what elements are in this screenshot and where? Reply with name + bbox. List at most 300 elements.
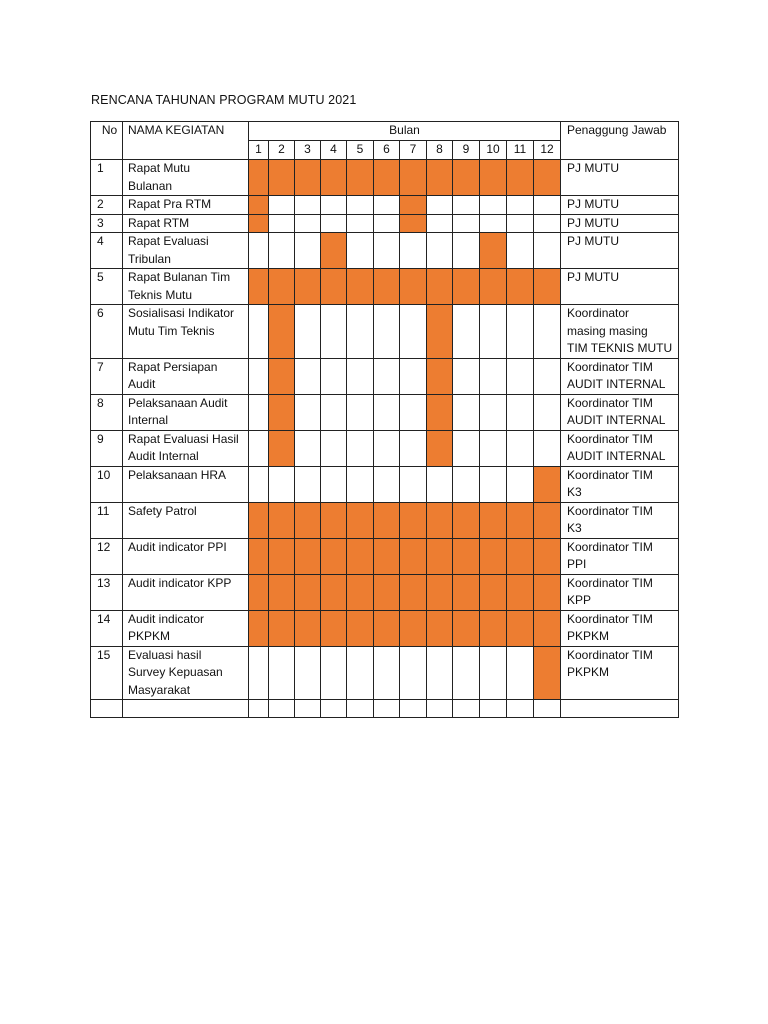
responsible-cell	[561, 214, 679, 233]
schedule-table	[90, 121, 679, 718]
month-cell	[347, 233, 374, 269]
responsible-line: Koordinator TIM	[567, 431, 653, 446]
scheduled-month-cell	[347, 538, 374, 574]
month-cell	[249, 430, 269, 466]
scheduled-month-cell	[480, 160, 507, 196]
responsible-cell	[561, 358, 679, 394]
responsible-line: Koordinator TIM	[567, 647, 653, 662]
month-cell	[249, 358, 269, 394]
month-cell	[427, 646, 453, 700]
header-bulan: Bulan	[249, 122, 561, 141]
month-cell	[400, 430, 427, 466]
month-cell	[269, 233, 295, 269]
activity-name-line: Evaluasi hasil	[128, 647, 202, 662]
table-row	[91, 160, 679, 196]
scheduled-month-cell	[295, 269, 321, 305]
responsible-line: masing masing	[567, 323, 648, 338]
scheduled-month-cell	[269, 394, 295, 430]
responsible-line: PJ MUTU	[567, 234, 619, 248]
scheduled-month-cell	[534, 610, 561, 646]
scheduled-month-cell	[453, 574, 480, 610]
activity-name-line: Audit indicator PPI	[128, 539, 227, 554]
header-nama-kegiatan: NAMA KEGIATAN	[123, 122, 249, 160]
scheduled-month-cell	[400, 160, 427, 196]
scheduled-month-cell	[269, 430, 295, 466]
month-cell	[269, 196, 295, 215]
scheduled-month-cell	[507, 610, 534, 646]
responsible-line: Koordinator TIM	[567, 359, 653, 374]
month-cell	[374, 430, 400, 466]
month-header-2: 2	[269, 141, 295, 160]
month-cell	[295, 233, 321, 269]
month-cell	[347, 305, 374, 359]
responsible-cell	[561, 610, 679, 646]
scheduled-month-cell	[269, 574, 295, 610]
table-row	[91, 574, 679, 610]
month-cell	[295, 358, 321, 394]
responsible-line: Koordinator	[567, 306, 630, 320]
month-cell	[453, 358, 480, 394]
month-cell	[321, 466, 347, 502]
scheduled-month-cell	[249, 214, 269, 233]
header-penanggung-jawab: Penaggung Jawab	[561, 122, 679, 160]
row-number: 14	[91, 610, 123, 646]
scheduled-month-cell	[507, 538, 534, 574]
scheduled-month-cell	[534, 502, 561, 538]
activity-name-line: Survey Kepuasan	[128, 665, 223, 679]
scheduled-month-cell	[321, 538, 347, 574]
scheduled-month-cell	[453, 538, 480, 574]
month-cell	[321, 394, 347, 430]
month-cell	[534, 196, 561, 215]
scheduled-month-cell	[427, 574, 453, 610]
table-row	[91, 269, 679, 305]
month-cell	[453, 430, 480, 466]
activity-name-cell	[123, 466, 249, 502]
scheduled-month-cell	[374, 502, 400, 538]
activity-name-line: Pelaksanaan Audit	[128, 395, 228, 410]
row-number: 1	[91, 160, 123, 196]
row-number: 6	[91, 305, 123, 359]
month-cell	[374, 196, 400, 215]
activity-name-line: Rapat Mutu	[128, 161, 191, 175]
activity-name-cell	[123, 430, 249, 466]
responsible-cell	[561, 233, 679, 269]
responsible-line: AUDIT INTERNAL	[567, 449, 666, 463]
scheduled-month-cell	[427, 610, 453, 646]
month-cell	[507, 430, 534, 466]
scheduled-month-cell	[534, 269, 561, 305]
responsible-cell	[561, 538, 679, 574]
month-cell	[453, 233, 480, 269]
activity-name-line: Audit indicator	[128, 611, 205, 626]
month-cell	[249, 466, 269, 502]
row-number: 13	[91, 574, 123, 610]
scheduled-month-cell	[295, 502, 321, 538]
month-cell	[427, 700, 453, 718]
row-number: 9	[91, 430, 123, 466]
month-cell	[269, 646, 295, 700]
month-cell	[480, 646, 507, 700]
scheduled-month-cell	[269, 358, 295, 394]
month-header-4: 4	[321, 141, 347, 160]
month-cell	[507, 196, 534, 215]
responsible-line: PJ MUTU	[567, 270, 619, 284]
responsible-line: Koordinator TIM	[567, 611, 653, 626]
scheduled-month-cell	[269, 538, 295, 574]
scheduled-month-cell	[400, 574, 427, 610]
row-number: 8	[91, 394, 123, 430]
month-cell	[269, 700, 295, 718]
responsible-cell	[561, 502, 679, 538]
responsible-line: PPI	[567, 557, 587, 571]
month-cell	[374, 700, 400, 718]
row-number: 4	[91, 233, 123, 269]
scheduled-month-cell	[453, 269, 480, 305]
month-cell	[321, 646, 347, 700]
month-cell	[295, 430, 321, 466]
month-cell	[249, 700, 269, 718]
month-cell	[453, 196, 480, 215]
scheduled-month-cell	[347, 610, 374, 646]
scheduled-month-cell	[321, 610, 347, 646]
month-cell	[295, 305, 321, 359]
activity-name-line: Rapat Evaluasi Hasil	[128, 431, 239, 446]
month-cell	[480, 466, 507, 502]
month-cell	[347, 358, 374, 394]
month-cell	[400, 233, 427, 269]
scheduled-month-cell	[400, 269, 427, 305]
month-cell	[507, 700, 534, 718]
scheduled-month-cell	[400, 196, 427, 215]
month-cell	[453, 305, 480, 359]
activity-name-cell	[123, 538, 249, 574]
table-row	[91, 214, 679, 233]
scheduled-month-cell	[347, 269, 374, 305]
responsible-cell	[561, 305, 679, 359]
scheduled-month-cell	[249, 538, 269, 574]
row-number: 2	[91, 196, 123, 215]
activity-name-line: Rapat RTM	[128, 215, 190, 230]
scheduled-month-cell	[374, 269, 400, 305]
scheduled-month-cell	[249, 269, 269, 305]
row-number: 7	[91, 358, 123, 394]
responsible-line: PKPKM	[567, 629, 610, 643]
month-cell	[534, 214, 561, 233]
month-header-1: 1	[249, 141, 269, 160]
scheduled-month-cell	[347, 574, 374, 610]
activity-name-line: Masyarakat	[128, 682, 191, 697]
month-cell	[347, 196, 374, 215]
table-row	[91, 394, 679, 430]
scheduled-month-cell	[321, 574, 347, 610]
responsible-line: K3	[567, 521, 582, 535]
activity-name-line: Rapat Pra RTM	[128, 197, 212, 211]
activity-name-line: Rapat Bulanan Tim	[128, 270, 231, 284]
month-cell	[400, 466, 427, 502]
scheduled-month-cell	[295, 538, 321, 574]
scheduled-month-cell	[269, 305, 295, 359]
responsible-line: Koordinator TIM	[567, 395, 653, 410]
row-number: 12	[91, 538, 123, 574]
scheduled-month-cell	[480, 269, 507, 305]
month-cell	[400, 305, 427, 359]
table-row	[91, 196, 679, 215]
month-cell	[374, 305, 400, 359]
activity-name-line: PKPKM	[128, 629, 171, 643]
activity-name-cell	[123, 646, 249, 700]
scheduled-month-cell	[347, 502, 374, 538]
month-cell	[321, 305, 347, 359]
month-cell	[507, 305, 534, 359]
scheduled-month-cell	[427, 394, 453, 430]
month-cell	[374, 646, 400, 700]
month-cell	[321, 430, 347, 466]
scheduled-month-cell	[249, 160, 269, 196]
month-header-3: 3	[295, 141, 321, 160]
month-cell	[453, 646, 480, 700]
month-cell	[347, 646, 374, 700]
activity-name-line: Internal	[128, 413, 169, 427]
table-row	[91, 610, 679, 646]
scheduled-month-cell	[534, 574, 561, 610]
responsible-cell	[561, 646, 679, 700]
responsible-line: PKPKM	[567, 665, 610, 679]
table-row	[91, 466, 679, 502]
month-header-8: 8	[427, 141, 453, 160]
responsible-line: PJ MUTU	[567, 161, 619, 175]
month-cell	[321, 700, 347, 718]
responsible-line: KPP	[567, 593, 592, 607]
header-no: No	[91, 122, 123, 160]
scheduled-month-cell	[400, 214, 427, 233]
responsible-cell	[561, 466, 679, 502]
month-cell	[507, 233, 534, 269]
month-cell	[453, 700, 480, 718]
month-cell	[347, 466, 374, 502]
header-row	[91, 122, 679, 141]
activity-name-cell	[123, 574, 249, 610]
month-cell	[374, 466, 400, 502]
responsible-line: Koordinator TIM	[567, 539, 653, 554]
table-row	[91, 646, 679, 700]
month-cell	[249, 305, 269, 359]
scheduled-month-cell	[480, 610, 507, 646]
scheduled-month-cell	[507, 574, 534, 610]
month-cell	[534, 358, 561, 394]
scheduled-month-cell	[249, 610, 269, 646]
scheduled-month-cell	[374, 160, 400, 196]
document-title: RENCANA TAHUNAN PROGRAM MUTU 2021	[91, 93, 357, 107]
scheduled-month-cell	[534, 646, 561, 700]
scheduled-month-cell	[427, 358, 453, 394]
activity-name-cell	[123, 700, 249, 718]
scheduled-month-cell	[534, 466, 561, 502]
responsible-line: PJ MUTU	[567, 197, 619, 211]
month-cell	[249, 394, 269, 430]
table-row	[91, 358, 679, 394]
scheduled-month-cell	[295, 574, 321, 610]
month-cell	[534, 233, 561, 269]
month-header-7: 7	[400, 141, 427, 160]
month-cell	[400, 700, 427, 718]
month-cell	[480, 305, 507, 359]
month-cell	[427, 214, 453, 233]
table-row	[91, 502, 679, 538]
month-header-5: 5	[347, 141, 374, 160]
scheduled-month-cell	[347, 160, 374, 196]
activity-name-line: Bulanan	[128, 178, 173, 193]
responsible-cell	[561, 700, 679, 718]
scheduled-month-cell	[400, 538, 427, 574]
month-header-6: 6	[374, 141, 400, 160]
scheduled-month-cell	[507, 269, 534, 305]
scheduled-month-cell	[427, 502, 453, 538]
month-cell	[295, 196, 321, 215]
responsible-line: TIM TEKNIS MUTU	[567, 341, 673, 355]
month-cell	[534, 700, 561, 718]
activity-name-cell	[123, 610, 249, 646]
row-number: 5	[91, 269, 123, 305]
schedule-body	[91, 160, 679, 718]
row-number: 3	[91, 214, 123, 233]
month-cell	[295, 214, 321, 233]
scheduled-month-cell	[321, 233, 347, 269]
month-cell	[321, 358, 347, 394]
activity-name-cell	[123, 269, 249, 305]
activity-name-cell	[123, 305, 249, 359]
activity-name-line: Tribulan	[128, 251, 171, 266]
responsible-cell	[561, 394, 679, 430]
activity-name-line: Audit Internal	[128, 449, 199, 463]
activity-name-cell	[123, 394, 249, 430]
activity-name-cell	[123, 358, 249, 394]
scheduled-month-cell	[249, 196, 269, 215]
scheduled-month-cell	[453, 502, 480, 538]
month-cell	[269, 214, 295, 233]
responsible-line: PJ MUTU	[567, 215, 619, 230]
activity-name-line: Rapat Persiapan	[128, 359, 218, 374]
month-header-12: 12	[534, 141, 561, 160]
month-cell	[507, 466, 534, 502]
month-cell	[453, 466, 480, 502]
activity-name-cell	[123, 160, 249, 196]
activity-name-line: Teknis Mutu	[128, 287, 193, 302]
scheduled-month-cell	[269, 160, 295, 196]
responsible-line: K3	[567, 485, 582, 499]
activity-name-cell	[123, 214, 249, 233]
table-row	[91, 233, 679, 269]
scheduled-month-cell	[427, 305, 453, 359]
row-number: 11	[91, 502, 123, 538]
scheduled-month-cell	[374, 610, 400, 646]
row-number: 15	[91, 646, 123, 700]
scheduled-month-cell	[453, 160, 480, 196]
month-cell	[400, 394, 427, 430]
responsible-cell	[561, 430, 679, 466]
scheduled-month-cell	[374, 574, 400, 610]
scheduled-month-cell	[321, 269, 347, 305]
scheduled-month-cell	[427, 269, 453, 305]
month-cell	[249, 233, 269, 269]
scheduled-month-cell	[427, 430, 453, 466]
scheduled-month-cell	[269, 269, 295, 305]
month-cell	[374, 214, 400, 233]
scheduled-month-cell	[249, 502, 269, 538]
month-cell	[534, 305, 561, 359]
table-row	[91, 305, 679, 359]
month-header-9: 9	[453, 141, 480, 160]
row-number	[91, 700, 123, 718]
scheduled-month-cell	[507, 502, 534, 538]
scheduled-month-cell	[249, 574, 269, 610]
activity-name-line: Pelaksanaan HRA	[128, 467, 227, 482]
month-cell	[507, 358, 534, 394]
scheduled-month-cell	[374, 538, 400, 574]
activity-name-cell	[123, 196, 249, 215]
responsible-cell	[561, 574, 679, 610]
scheduled-month-cell	[321, 160, 347, 196]
month-cell	[347, 394, 374, 430]
month-header-11: 11	[507, 141, 534, 160]
month-cell	[507, 394, 534, 430]
month-cell	[427, 196, 453, 215]
scheduled-month-cell	[400, 502, 427, 538]
month-cell	[427, 233, 453, 269]
scheduled-month-cell	[453, 610, 480, 646]
month-cell	[374, 233, 400, 269]
scheduled-month-cell	[534, 538, 561, 574]
activity-name-line: Safety Patrol	[128, 503, 197, 518]
responsible-line: Koordinator TIM	[567, 467, 653, 482]
month-cell	[480, 430, 507, 466]
month-cell	[480, 394, 507, 430]
scheduled-month-cell	[480, 502, 507, 538]
month-header-10: 10	[480, 141, 507, 160]
month-cell	[347, 700, 374, 718]
month-cell	[347, 214, 374, 233]
activity-name-line: Audit	[128, 377, 156, 391]
scheduled-month-cell	[480, 574, 507, 610]
month-cell	[347, 430, 374, 466]
activity-name-cell	[123, 502, 249, 538]
month-cell	[480, 196, 507, 215]
month-cell	[269, 466, 295, 502]
month-cell	[427, 466, 453, 502]
activity-name-line: Mutu Tim Teknis	[128, 323, 215, 338]
activity-name-line: Audit indicator KPP	[128, 575, 232, 590]
scheduled-month-cell	[400, 610, 427, 646]
activity-name-line: Rapat Evaluasi	[128, 234, 209, 248]
month-cell	[534, 394, 561, 430]
scheduled-month-cell	[427, 538, 453, 574]
month-cell	[453, 214, 480, 233]
month-cell	[249, 646, 269, 700]
month-cell	[374, 358, 400, 394]
month-cell	[453, 394, 480, 430]
month-cell	[480, 358, 507, 394]
responsible-line: AUDIT INTERNAL	[567, 377, 666, 391]
month-cell	[507, 214, 534, 233]
month-cell	[295, 394, 321, 430]
scheduled-month-cell	[480, 233, 507, 269]
responsible-line: AUDIT INTERNAL	[567, 413, 666, 427]
activity-name-cell	[123, 233, 249, 269]
row-number: 10	[91, 466, 123, 502]
responsible-cell	[561, 196, 679, 215]
scheduled-month-cell	[269, 502, 295, 538]
scheduled-month-cell	[427, 160, 453, 196]
